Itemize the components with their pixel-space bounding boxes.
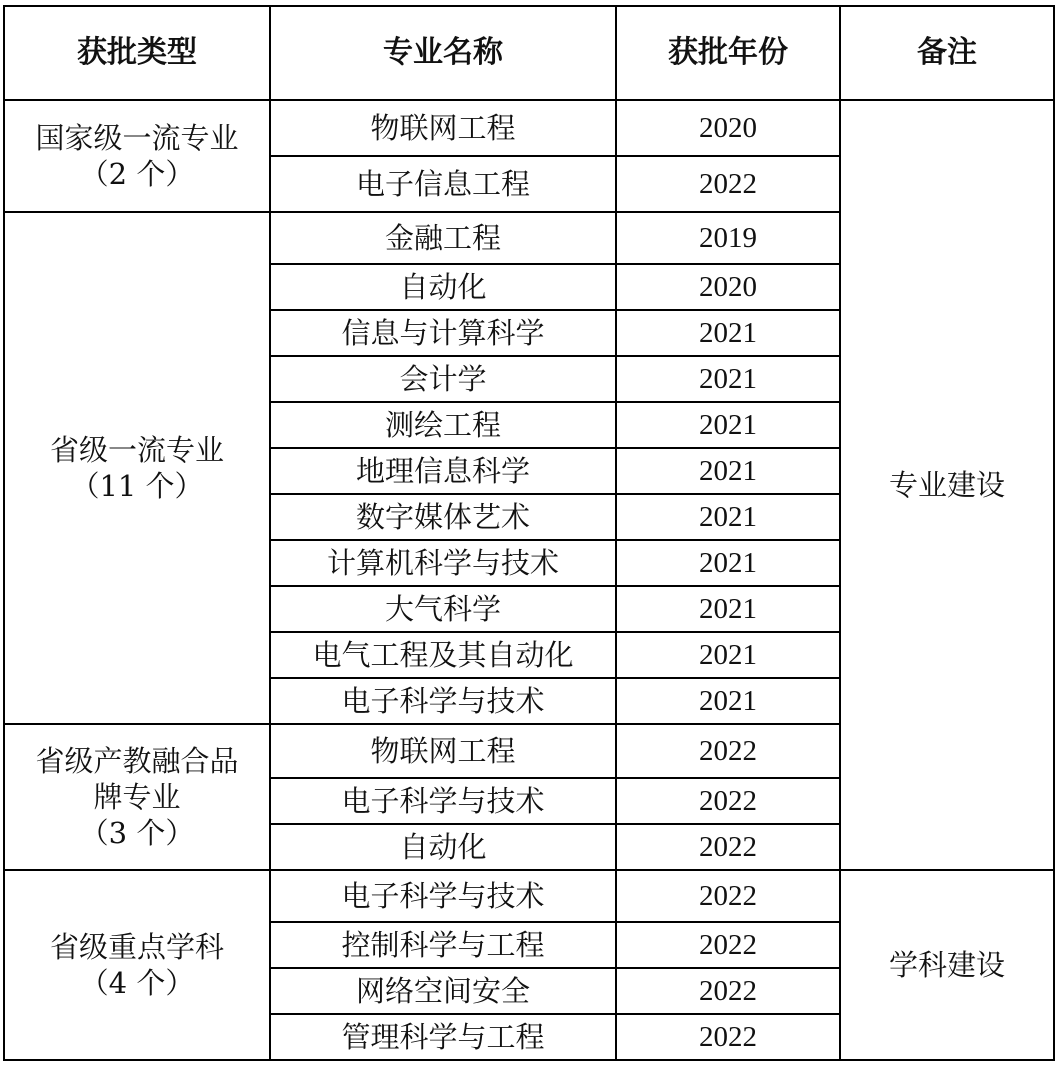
year-cell: 2021 [616,678,840,724]
header-approval-type: 获批类型 [4,6,270,100]
year-cell: 2021 [616,448,840,494]
major-name-cell: 电气工程及其自动化 [270,632,616,678]
majors-table [3,5,1055,1061]
year-cell: 2022 [616,1014,840,1060]
table-row [4,870,1054,922]
year-cell: 2022 [616,724,840,778]
year-cell: 2021 [616,632,840,678]
approval-type-cell [4,870,270,1060]
major-name-cell: 自动化 [270,824,616,870]
year-cell: 2020 [616,264,840,310]
major-name-cell: 计算机科学与技术 [270,540,616,586]
approval-type-cell [4,100,270,212]
major-name-cell: 会计学 [270,356,616,402]
major-name-cell: 电子信息工程 [270,156,616,212]
major-name-cell: 电子科学与技术 [270,778,616,824]
major-name-cell: 物联网工程 [270,724,616,778]
major-name-cell: 地理信息科学 [270,448,616,494]
year-cell: 2022 [616,870,840,922]
approval-type-line: 省级产教融合品 [35,743,239,778]
approval-type-line: 省级一流专业 [49,432,224,467]
major-name-cell: 信息与计算科学 [270,310,616,356]
year-cell: 2022 [616,156,840,212]
major-name-cell: 控制科学与工程 [270,922,616,968]
header-row [4,6,1054,100]
major-name-cell: 测绘工程 [270,402,616,448]
approval-type-cell [4,212,270,724]
header-major-name: 专业名称 [270,6,616,100]
major-name-cell: 电子科学与技术 [270,870,616,922]
approval-type-count: （4 个） [79,966,195,1000]
remark-cell-discipline-construction: 学科建设 [840,870,1054,1060]
remark-cell-major-construction: 专业建设 [840,100,1054,870]
approval-type-cell [4,724,270,870]
major-name-cell: 自动化 [270,264,616,310]
major-name-cell: 网络空间安全 [270,968,616,1014]
year-cell: 2021 [616,586,840,632]
header-approval-year: 获批年份 [616,6,840,100]
year-cell: 2021 [616,540,840,586]
major-name-cell: 大气科学 [270,586,616,632]
year-cell: 2022 [616,922,840,968]
year-cell: 2021 [616,494,840,540]
approval-type-count: （3 个） [79,816,195,851]
approval-type-line: 牌专业 [93,779,181,814]
major-name-cell: 物联网工程 [270,100,616,156]
year-cell: 2021 [616,356,840,402]
table-row [4,100,1054,156]
year-cell: 2019 [616,212,840,264]
year-cell: 2022 [616,778,840,824]
year-cell: 2022 [616,824,840,870]
approval-type-line: 省级重点学科 [49,929,224,964]
major-name-cell: 数字媒体艺术 [270,494,616,540]
year-cell: 2022 [616,968,840,1014]
major-name-cell: 金融工程 [270,212,616,264]
major-name-cell: 管理科学与工程 [270,1014,616,1060]
header-remark: 备注 [840,6,1054,100]
year-cell: 2020 [616,100,840,156]
year-cell: 2021 [616,402,840,448]
year-cell: 2021 [616,310,840,356]
approval-type-count: （11 个） [70,469,204,503]
major-name-cell: 电子科学与技术 [270,678,616,724]
approval-type-count: （2 个） [79,157,195,191]
approval-type-line: 国家级一流专业 [35,120,239,155]
